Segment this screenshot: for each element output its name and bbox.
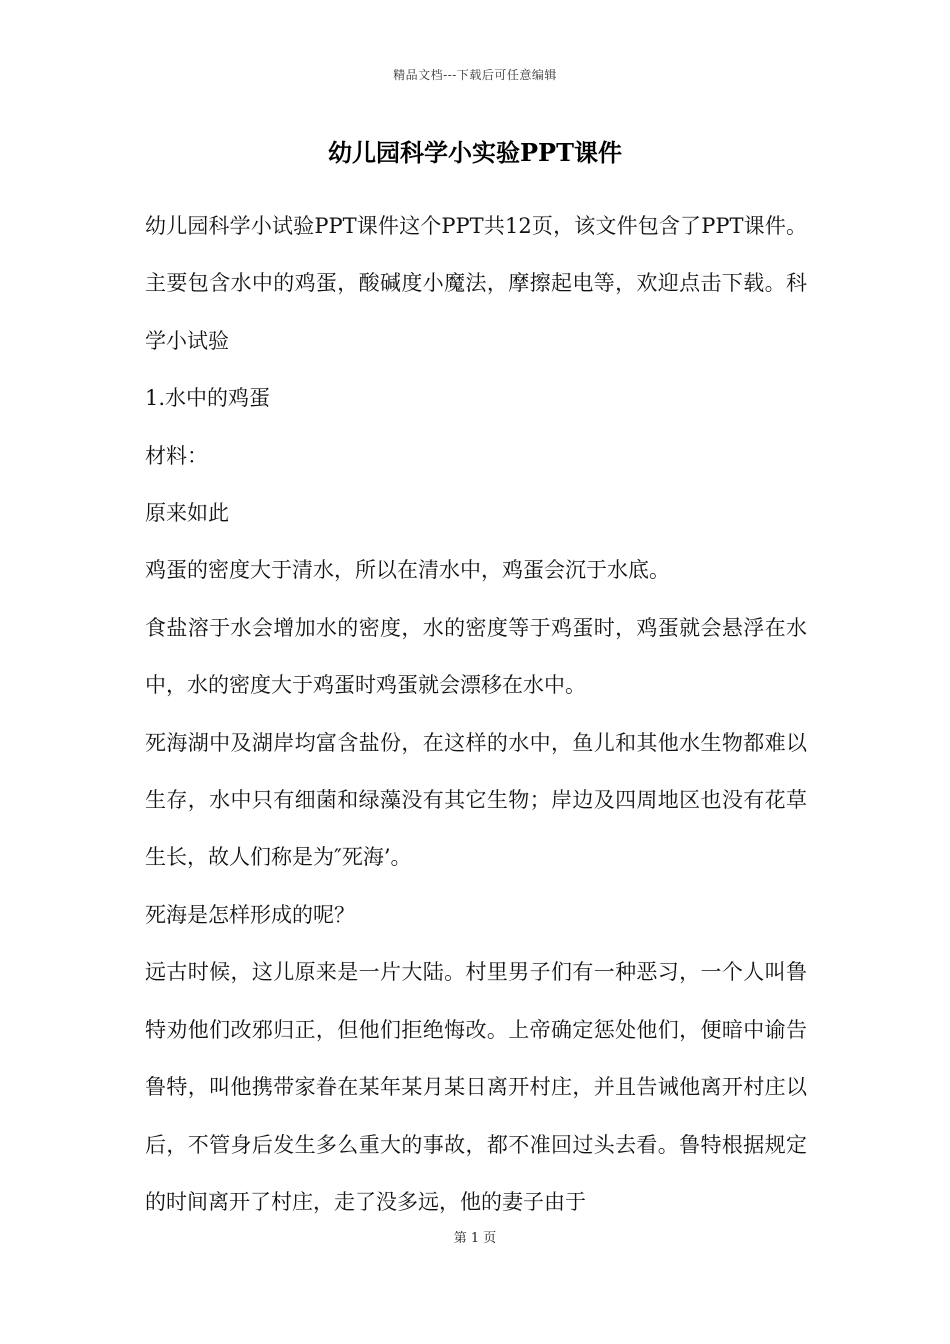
- document-body: [145, 198, 807, 1231]
- paragraph-salt-density: 食盐溶于水会增加水的密度，水的密度等于鸡蛋时，鸡蛋就会悬浮在水中，水的密度大于鸡蛋时鸡蛋就会漂移在水中。: [145, 615, 807, 698]
- document-title: 幼儿园科学小实验PPT课件: [328, 138, 622, 167]
- paragraph-dead-sea-legend: 远古时候，这儿原来是一片大陆。村里男子们有一种恶习，一个人叫鲁特劝他们改邪归正，但他们拒绝悔改。上帝确定惩处他们，便暗中谕告鲁特，叫他携带家眷在某年某月某日离开村庄，并且告诫他离开村庄以后，不管身后发生多么重大的事故，都不准回过头去看。鲁特根据规定的时间离开了村庄，走了没多远，他的妻子由于: [145, 960, 807, 1214]
- paragraph-dead-sea-question: 死海是怎样形成的呢？: [145, 902, 355, 927]
- paragraph-materials: 材料：: [145, 443, 208, 468]
- page-header: 精品文档---下载后可任意编辑: [393, 68, 557, 82]
- page-number: 第 1 页: [453, 1231, 497, 1246]
- paragraph-explanation-heading: 原来如此: [145, 501, 229, 526]
- section-heading-egg-in-water: 1.水中的鸡蛋: [145, 386, 271, 411]
- paragraph-intro: 幼儿园科学小试验PPT课件这个PPT共12页，该文件包含了PPT课件。主要包含水中的鸡蛋，酸碱度小魔法，摩擦起电等，欢迎点击下载。科学小试验: [145, 214, 807, 353]
- paragraph-dead-sea: 死海湖中及湖岸均富含盐份，在这样的水中，鱼儿和其他水生物都难以生存，水中只有细菌和绿藻没有其它生物；岸边及四周地区也没有花草生长，故人们称是为″死海’。: [145, 730, 807, 870]
- paragraph-egg-density: 鸡蛋的密度大于清水，所以在清水中，鸡蛋会沉于水底。: [145, 558, 670, 583]
